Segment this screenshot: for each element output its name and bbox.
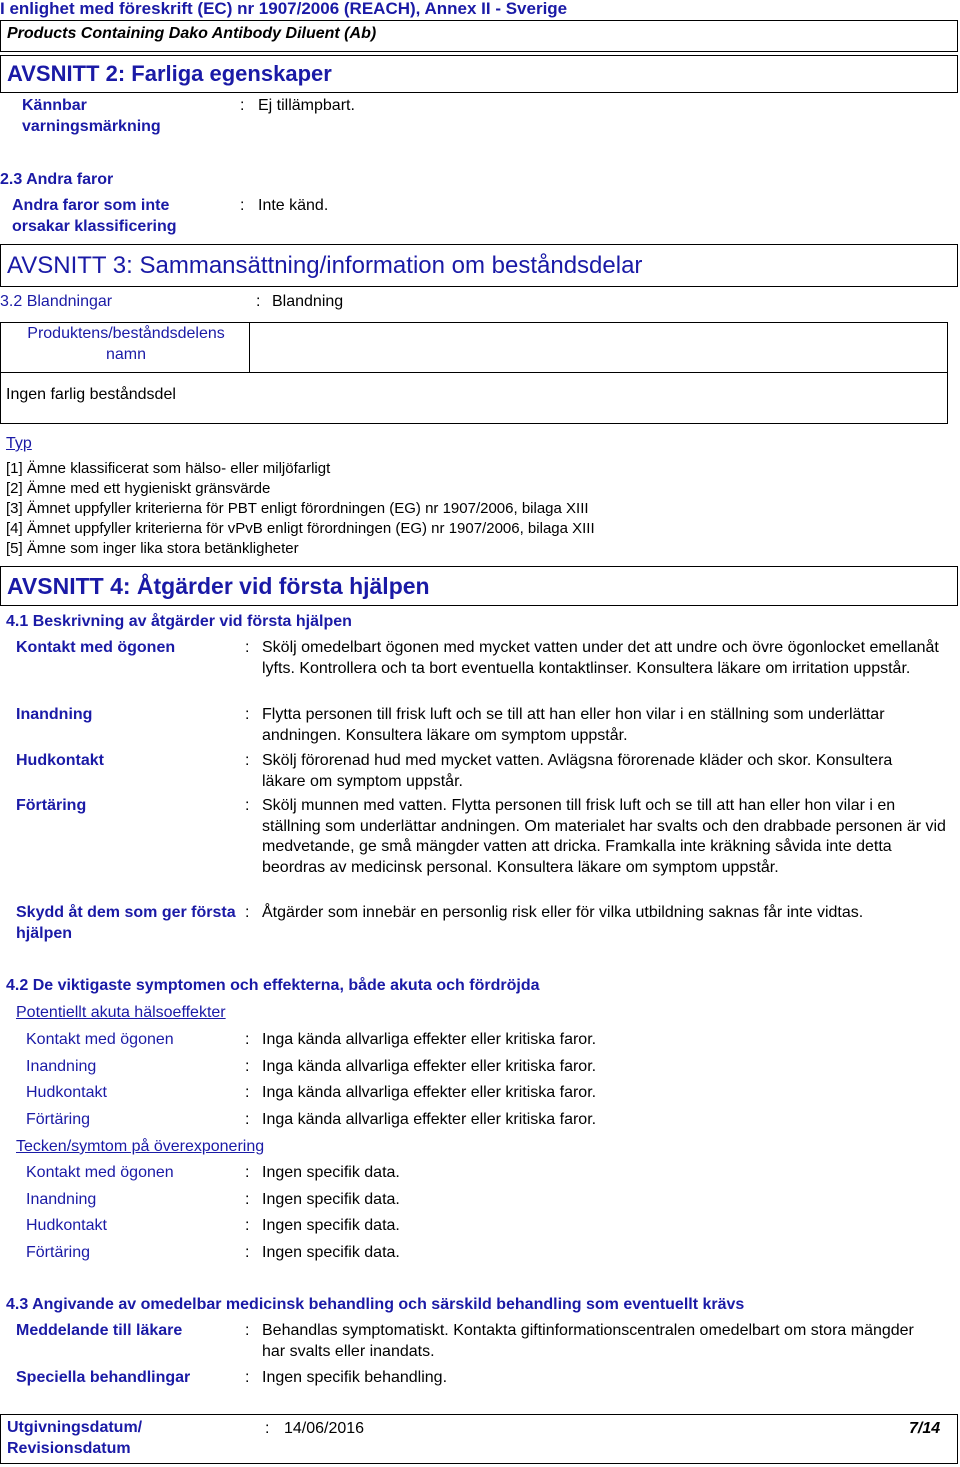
acute-value: Inga kända allvarliga effekter eller kritiska faror. [262,1084,597,1101]
footer-date-value: 14/06/2016 [284,1420,365,1437]
labelling-value: Ej tillämpbart. [258,97,355,114]
acute-value: Inga kända allvarliga effekter eller kritiska faror. [262,1111,597,1128]
first-aid-value-eyes: Skölj omedelbart ögonen med mycket vatten under det att undre och övre ögonlocket emellanåt lyfts. Kontrollera och ta bort eventuella kontaktlinser. Konsultera läkare om irritation uppstår. [262,639,939,677]
type-item: [2] Ämne med ett hygieniskt gränsvärde [6,480,271,497]
other-hazards-value: Inte känd. [258,197,329,214]
subsection-4-3: 4.3 Angivande av omedelbar medicinsk behandling och särskild behandling som eventuellt krävs [6,1296,745,1313]
section4-title: AVSNITT 4: Åtgärder vid första hjälpen [7,573,430,599]
acute-label: Förtäring [26,1111,91,1128]
labelling-colon: : [240,97,245,114]
first-aid-value-skin: Skölj förorenad hud med mycket vatten. Avlägsna förorenade kläder och skor. Konsultera läkare om symptom uppstår. [262,752,893,790]
overexp-colon: : [245,1191,250,1208]
overexp-label: Inandning [26,1191,97,1208]
acute-value: Inga kända allvarliga effekter eller kritiska faror. [262,1031,597,1048]
section4-header [0,566,958,606]
first-aid-value-ingestion: Skölj munnen med vatten. Flytta personen till frisk luft och se till att han eller hon vilar i en ställning som underlättar andningen. Om materialet har svalts och den drabbade personen är vid medvetande, ge små mängder vatten att dricka. Framkalla inte kräkning såvida inte detta beordras av medicinsk personal. Konsultera läkare om symptom uppstår. [262,797,946,876]
subsection-2-3: 2.3 Andra faror [0,171,114,188]
overexp-value: Ingen specifik data. [262,1191,400,1208]
product-name: Products Containing Dako Antibody Diluent (Ab) [7,25,377,42]
first-aid-label-protection: Skydd åt dem som ger första hjälpen [16,904,236,942]
overexp-label: Förtäring [26,1244,91,1261]
type-item: [1] Ämne klassificerat som hälso- eller miljöfarligt [6,460,331,477]
components-table [0,322,948,424]
first-aid-colon: : [245,797,250,814]
acute-colon: : [245,1084,250,1101]
acute-effects-heading: Potentiellt akuta hälsoeffekter [16,1004,226,1021]
subsection-3-2: 3.2 Blandningar [0,293,113,310]
mixtures-value: Blandning [272,293,344,310]
acute-value: Inga kända allvarliga effekter eller kritiska faror. [262,1058,597,1075]
subsection-4-2: 4.2 De viktigaste symptomen och effekterna, både akuta och fördröjda [6,977,540,994]
overexp-colon: : [245,1244,250,1261]
table-divider [1,372,947,373]
first-aid-label-eyes: Kontakt med ögonen [16,639,176,656]
section2-header [0,55,958,93]
product-header-box [0,20,958,52]
special-treatment-colon: : [245,1369,250,1386]
type-item: [3] Ämnet uppfyller kriterierna för PBT enligt förordningen (EG) nr 1907/2006, bilaga XIII [6,500,589,517]
first-aid-label-skin: Hudkontakt [16,752,104,769]
footer-colon: : [265,1420,270,1437]
first-aid-value-inhalation: Flytta personen till frisk luft och se till att han eller hon vilar i en ställning som underlättar andningen. Konsultera läkare om symptom uppstår. [262,706,885,744]
overexp-label: Kontakt med ögonen [26,1164,174,1181]
overexp-value: Ingen specifik data. [262,1217,400,1234]
subsection-4-1: 4.1 Beskrivning av åtgärder vid första hjälpen [6,613,352,630]
first-aid-colon: : [245,752,250,769]
overexposure-heading: Tecken/symtom på överexponering [16,1138,265,1155]
overexp-value: Ingen specifik data. [262,1244,400,1261]
acute-colon: : [245,1058,250,1075]
footer-date-label: Utgivningsdatum/ Revisionsdatum [7,1419,143,1457]
type-label: Typ [6,435,32,452]
doctor-note-value: Behandlas symptomatiskt. Kontakta giftinformationscentralen omedelbart om stora mängder har svalts eller inandats. [262,1322,914,1360]
acute-colon: : [245,1111,250,1128]
overexp-label: Hudkontakt [26,1217,107,1234]
first-aid-colon: : [245,904,250,921]
type-list [6,459,595,559]
section3-title: AVSNITT 3: Sammansättning/information om beståndsdelar [7,252,643,279]
page-number: 7/14 [909,1420,941,1437]
table-header-name: Produktens/beståndsdelens namn [27,325,225,363]
acute-label: Inandning [26,1058,97,1075]
acute-label: Hudkontakt [26,1084,107,1101]
special-treatment-label: Speciella behandlingar [16,1369,191,1386]
mixtures-colon: : [256,293,261,310]
overexp-value: Ingen specifik data. [262,1164,400,1181]
first-aid-label-inhalation: Inandning [16,706,93,723]
doctor-note-label: Meddelande till läkare [16,1322,183,1339]
special-treatment-value: Ingen specifik behandling. [262,1369,448,1386]
type-item: [4] Ämnet uppfyller kriterierna för vPvB enligt förordningen (EG) nr 1907/2006, bilaga XIII [6,520,595,537]
type-item: [5] Ämne som inger lika stora betänkligheter [6,540,299,557]
labelling-label: Kännbar varningsmärkning [22,97,161,135]
first-aid-colon: : [245,706,250,723]
section2-title: AVSNITT 2: Farliga egenskaper [7,61,332,86]
acute-colon: : [245,1031,250,1048]
first-aid-value-protection: Åtgärder som innebär en personlig risk eller för vilka utbildning saknas får inte vidtas. [262,904,864,921]
other-hazards-colon: : [240,197,245,214]
overexp-colon: : [245,1164,250,1181]
table-col-divider [249,323,250,372]
acute-label: Kontakt med ögonen [26,1031,174,1048]
doctor-note-colon: : [245,1322,250,1339]
overexp-colon: : [245,1217,250,1234]
first-aid-colon: : [245,639,250,656]
first-aid-label-ingestion: Förtäring [16,797,87,814]
other-hazards-label: Andra faror som inte orsakar klassificering [12,197,177,235]
section3-header [0,244,958,287]
footer-box [0,1414,958,1464]
regulation-header: I enlighet med föreskrift (EC) nr 1907/2006 (REACH), Annex II - Sverige [0,0,568,18]
table-row: Ingen farlig beståndsdel [6,386,176,403]
